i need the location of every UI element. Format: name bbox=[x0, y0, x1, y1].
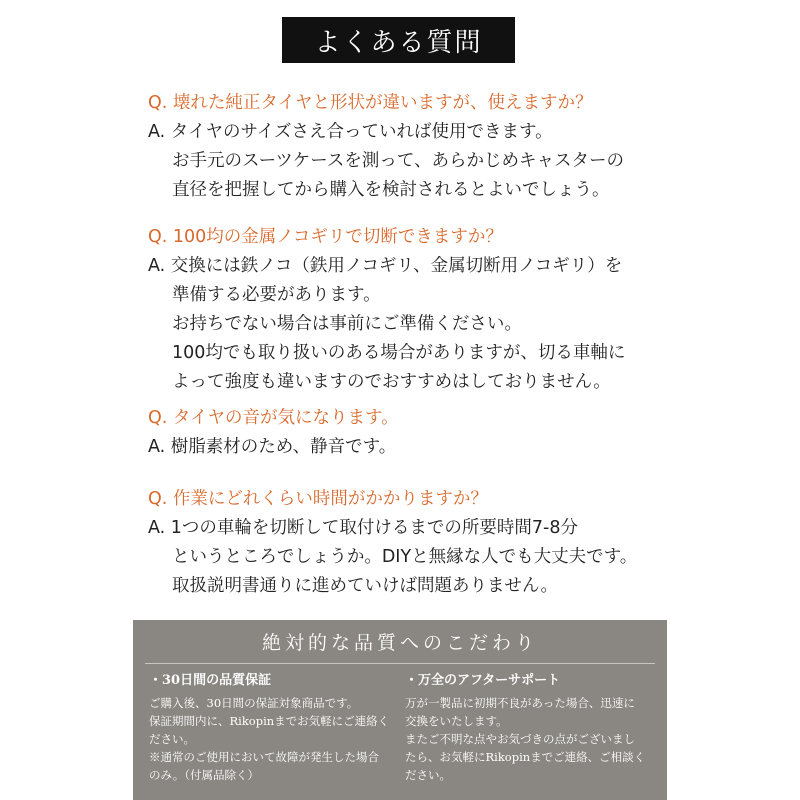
warranty-line: のみ。（付属品除く） bbox=[149, 768, 259, 782]
quality-panel bbox=[133, 620, 667, 800]
answer-line: 直径を把握してから購入を検討されるとよいでしょう。 bbox=[172, 180, 610, 200]
support-section bbox=[405, 670, 657, 784]
faq-answer bbox=[148, 433, 768, 462]
warranty-line: ※通常のご使用において故障が発生した場合 bbox=[149, 750, 379, 764]
answer-line: よって強度も違いますのでおすすめはしておりません。 bbox=[172, 372, 611, 392]
support-line: たら、お気軽にRikopinまでご連絡、ご相談く bbox=[405, 750, 646, 764]
answer-line: 100均でも取り扱いのある場合がありますが、切る車軸に bbox=[172, 343, 626, 363]
faq-item bbox=[148, 89, 768, 205]
warranty-heading: ・30日間の品質保証 bbox=[149, 673, 272, 688]
support-line: またご不明な点やお気づきの点がございまし bbox=[405, 732, 635, 746]
support-line: ださい。 bbox=[405, 768, 451, 782]
answer-line: お手元のスーツケースを測って、あらかじめキャスターの bbox=[172, 151, 625, 171]
faq-answer bbox=[148, 514, 768, 601]
answer-line: A. 交換には鉄ノコ（鉄用ノコギリ、金属切断用ノコギリ）を bbox=[148, 256, 623, 276]
support-line: 交換をいたします。 bbox=[405, 714, 508, 728]
answer-line: 取扱説明書通りに進めていけば問題ありません。 bbox=[172, 576, 559, 596]
faq-question: Q. 壊れた純正タイヤと形状が違いますが、使えますか？ bbox=[148, 93, 593, 113]
support-line: 万が一製品に初期不良があった場合、迅速に bbox=[405, 696, 635, 710]
faq-item bbox=[148, 223, 768, 397]
answer-line: A. 樹脂素材のため、静音です。 bbox=[148, 437, 397, 457]
warranty-section bbox=[149, 670, 401, 784]
warranty-line: ご購入後、30日間の保証対象商品です。 bbox=[149, 696, 359, 710]
answer-line: 準備する必要があります。 bbox=[172, 285, 381, 305]
faq-answer bbox=[148, 252, 768, 397]
faq-item bbox=[148, 485, 768, 601]
quality-title: 絶対的な品質へのこだわり bbox=[261, 632, 538, 654]
answer-line: A. タイヤのサイズさえ合っていれば使用できます。 bbox=[148, 122, 553, 142]
faq-item bbox=[148, 404, 768, 462]
answer-line: お持ちでない場合は事前にご準備ください。 bbox=[172, 314, 522, 334]
support-heading: ・万全のアフターサポート bbox=[405, 673, 561, 688]
faq-question: Q. 100均の金属ノコギリで切断できますか？ bbox=[148, 227, 503, 247]
warranty-line: ださい。 bbox=[149, 732, 195, 746]
faq-question: Q. 作業にどれくらい時間がかかりますか？ bbox=[148, 489, 488, 509]
page-title: よくある質問 bbox=[282, 17, 515, 63]
faq-question: Q. タイヤの音が気になります。 bbox=[148, 408, 399, 428]
divider bbox=[145, 663, 655, 664]
warranty-line: 保証期間内に、Rikopinまでお気軽にご連絡く bbox=[149, 714, 390, 728]
faq-answer bbox=[148, 118, 768, 205]
answer-line: というところでしょうか。DIYと無縁な人でも大丈夫です。 bbox=[172, 547, 638, 567]
answer-line: A. 1つの車輪を切断して取付けるまでの所要時間7-8分 bbox=[148, 518, 579, 538]
